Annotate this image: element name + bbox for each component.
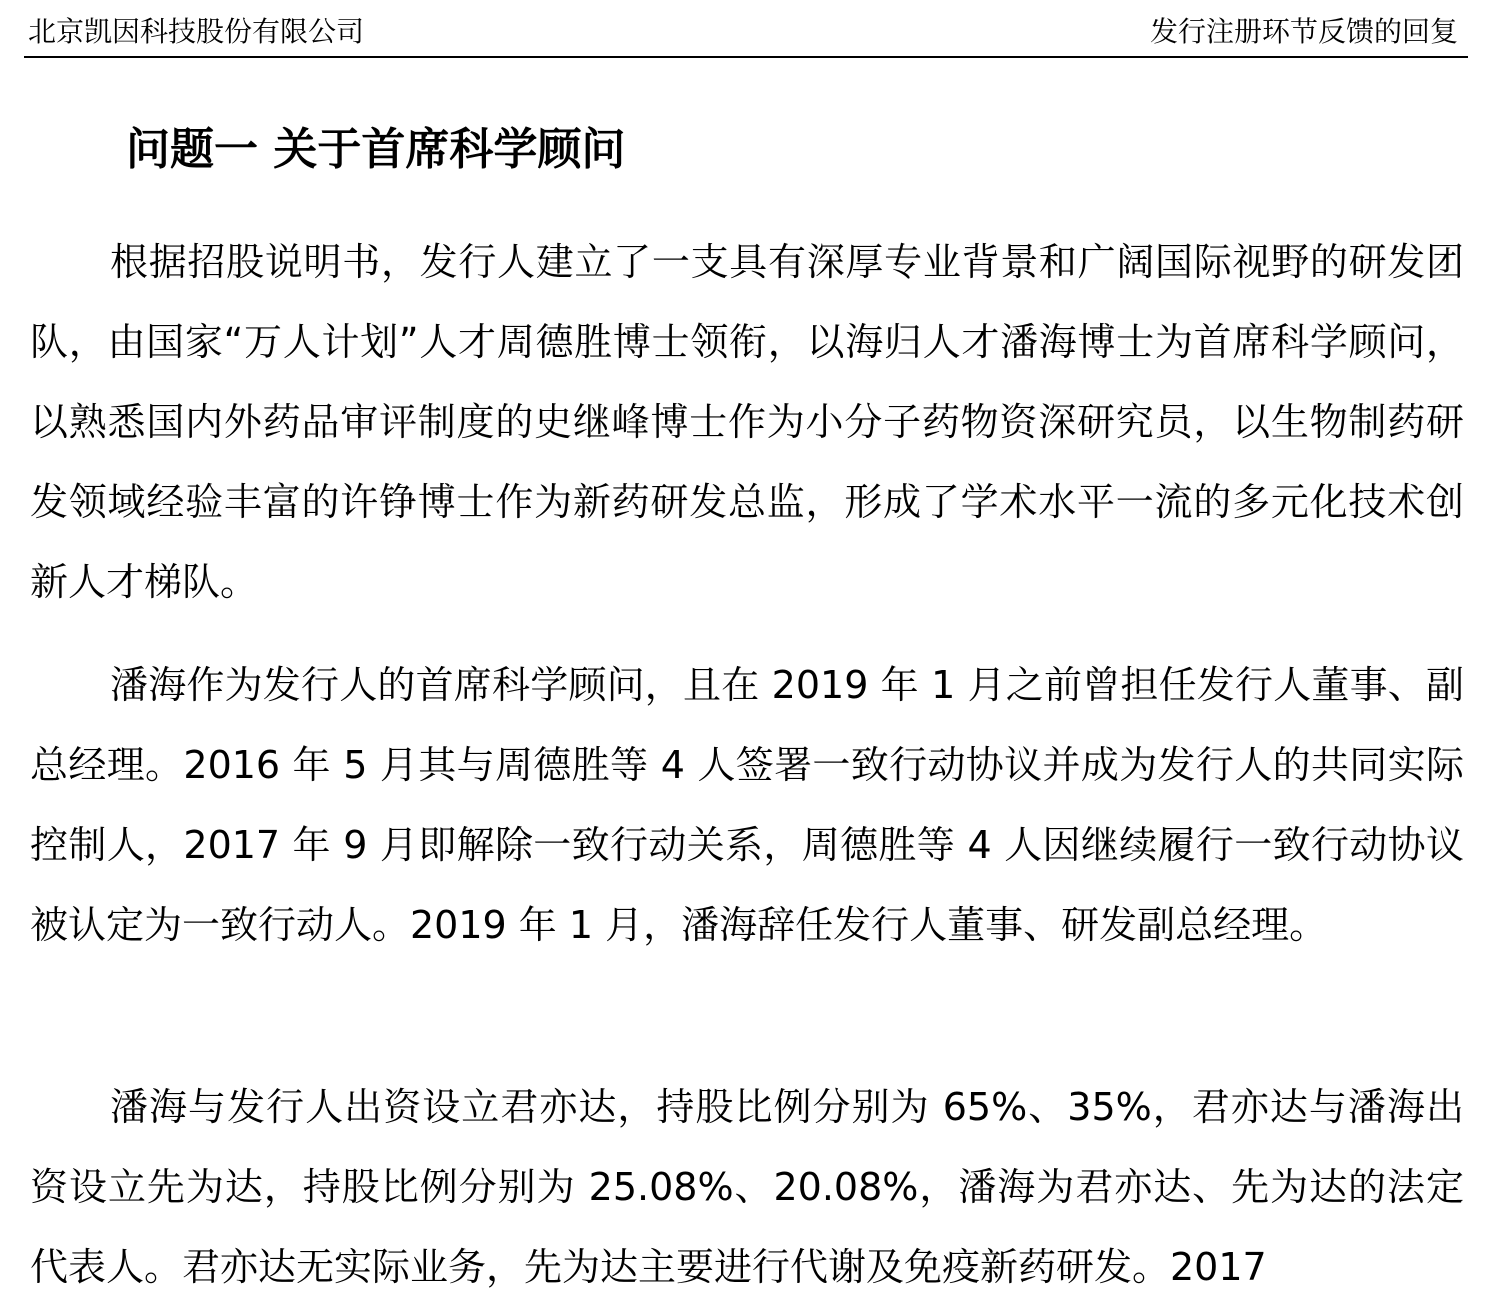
- body-paragraph: 根据招股说明书，发行人建立了一支具有深厚专业背景和广阔国际视野的研发团队，由国家“万人计划”人才周德胜博士领衔，以海归人才潘海博士为首席科学顾问，以熟悉国内外药品审评制度的史继峰博士作为小分子药物资深研究员，以生物制药研发领域经验丰富的许铮博士作为新药研发总监，形成了学术水平一流的多元化技术创新人才梯队。: [30, 240, 1464, 604]
- body-paragraph: 潘海与发行人出资设立君亦达，持股比例分别为 65%、35%，君亦达与潘海出资设立先为达，持股比例分别为 25.08%、20.08%，潘海为君亦达、先为达的法定代表人。君亦达无实际业务，先为达主要进行代谢及免疫新药研发。2017: [30, 1085, 1464, 1289]
- header-document-title: 发行注册环节反馈的回复: [1149, 15, 1458, 48]
- body-paragraph: 潘海作为发行人的首席科学顾问，且在 2019 年 1 月之前曾担任发行人董事、副总经理。2016 年 5 月其与周德胜等 4 人签署一致行动协议并成为发行人的共同实际控制人，2017 年 9 月即解除一致行动关系，周德胜等 4 人因继续履行一致行动协议被认定为一致行动人。2019 年 1 月，潘海辞任发行人董事、研发副总经理。: [30, 663, 1464, 947]
- header-company-name: 北京凯因科技股份有限公司: [28, 15, 365, 48]
- section-title: 问题一 关于首席科学顾问: [126, 124, 626, 175]
- page-header: [24, 0, 1468, 58]
